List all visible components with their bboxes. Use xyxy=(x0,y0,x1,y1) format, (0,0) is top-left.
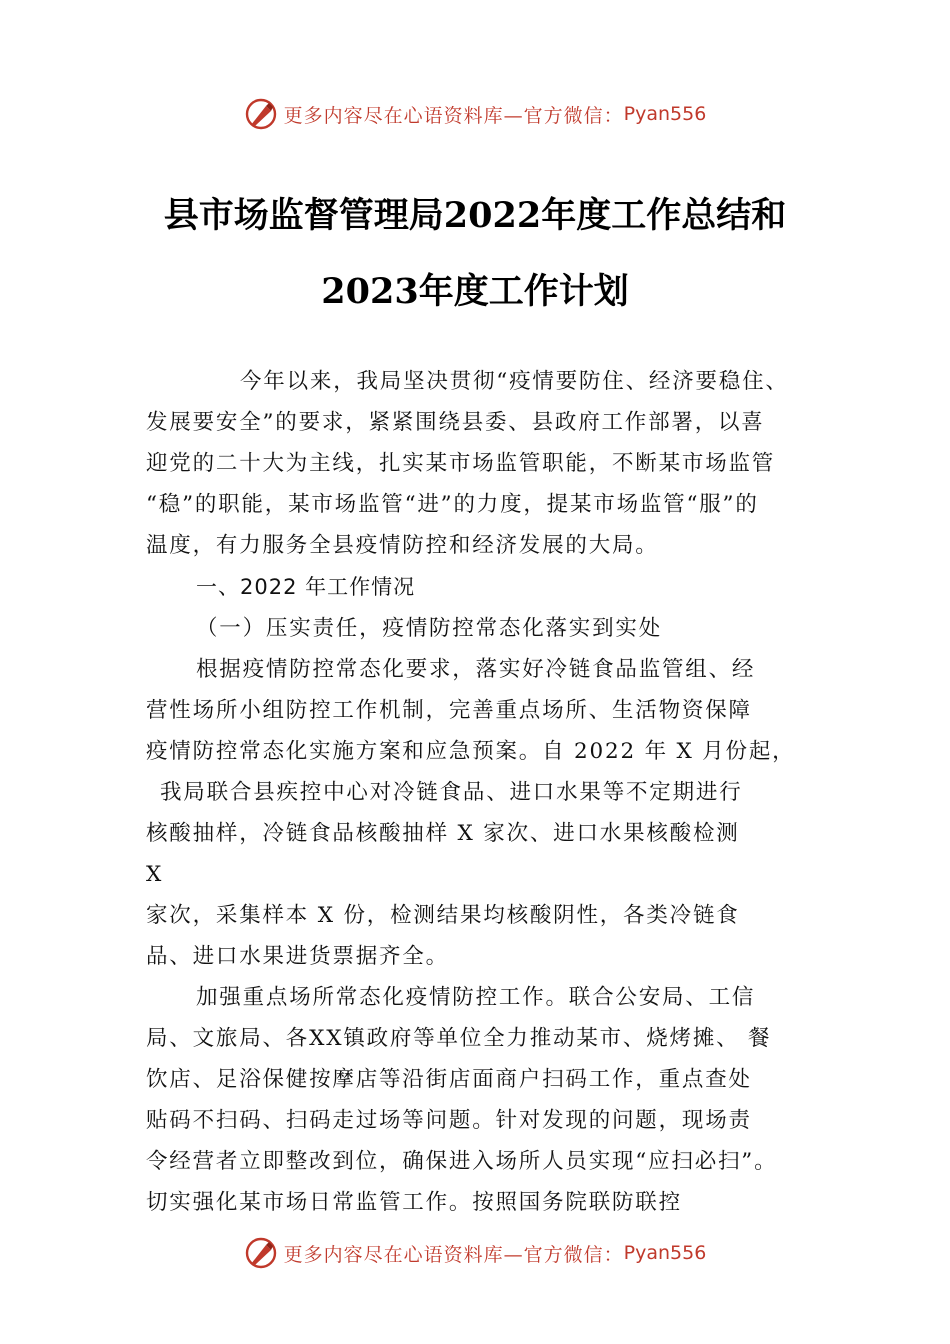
paragraph-line: X xyxy=(146,862,164,887)
paragraph-line: 疫情防控常态化实施方案和应急预案。自 2022 年 X 月份起， xyxy=(146,739,796,764)
section-heading: 一、2022 年工作情况 xyxy=(196,575,416,599)
paragraph-line: 令经营者立即整改到位，确保进入场所人员实现“应扫必扫”。 xyxy=(146,1149,778,1174)
paragraph-line: 迎党的二十大为主线，扎实某市场监管职能，不断某市场监管 xyxy=(146,451,776,476)
watermark-wechat-id: Pyan556 xyxy=(623,1242,707,1264)
paragraph-line: 局、文旅局、各XX镇政府等单位全力推动某市、烧烤摊、 餐 xyxy=(146,1026,772,1051)
watermark-wechat-id: Pyan556 xyxy=(623,103,707,125)
document-title-line-1: 县市场监督管理局2022年度工作总结和 xyxy=(163,195,787,236)
paragraph-line: 营性场所小组防控工作机制，完善重点场所、生活物资保障 xyxy=(146,698,752,723)
pen-nib-icon xyxy=(244,97,278,131)
paragraph-line: 温度，有力服务全县疫情防控和经济发展的大局。 xyxy=(146,533,659,558)
pen-nib-icon xyxy=(244,1236,278,1270)
paragraph-line: 发展要安全”的要求，紧紧围绕县委、县政府工作部署，以喜 xyxy=(146,410,765,435)
paragraph-line: 核酸抽样，冷链食品核酸抽样 X 家次、进口水果核酸检测 xyxy=(146,821,740,846)
paragraph-line: 根据疫情防控常态化要求，落实好冷链食品监管组、经 xyxy=(196,657,756,682)
paragraph-line: 切实强化某市场日常监管工作。按照国务院联防联控 xyxy=(146,1190,682,1215)
paragraph-line: 加强重点场所常态化疫情防控工作。联合公安局、工信 xyxy=(196,985,756,1010)
paragraph-line: 品、进口水果进货票据齐全。 xyxy=(146,944,449,969)
document-title-line-2: 2023年度工作计划 xyxy=(321,271,629,312)
paragraph-line: 我局联合县疾控中心对冷链食品、进口水果等不定期进行 xyxy=(160,780,743,805)
watermark-banner-top xyxy=(0,94,950,134)
watermark-text: 更多内容尽在心语资料库—官方微信： xyxy=(283,104,624,127)
paragraph-line: 饮店、足浴保健按摩店等沿街店面商户扫码工作，重点查处 xyxy=(146,1067,752,1092)
paragraph-line: 今年以来，我局坚决贯彻“疫情要防住、经济要稳住、 xyxy=(240,369,789,394)
paragraph-line: 家次，采集样本 X 份，检测结果均核酸阴性，各类冷链食 xyxy=(146,903,740,928)
paragraph-line: “稳”的职能，某市场监管“进”的力度，提某市场监管“服”的 xyxy=(146,492,759,517)
watermark-banner-bottom xyxy=(0,1233,950,1273)
subsection-heading: （一）压实责任，疫情防控常态化落实到实处 xyxy=(196,616,663,641)
paragraph-line: 贴码不扫码、扫码走过场等问题。针对发现的问题，现场责 xyxy=(146,1108,752,1133)
watermark-text: 更多内容尽在心语资料库—官方微信： xyxy=(283,1243,624,1266)
